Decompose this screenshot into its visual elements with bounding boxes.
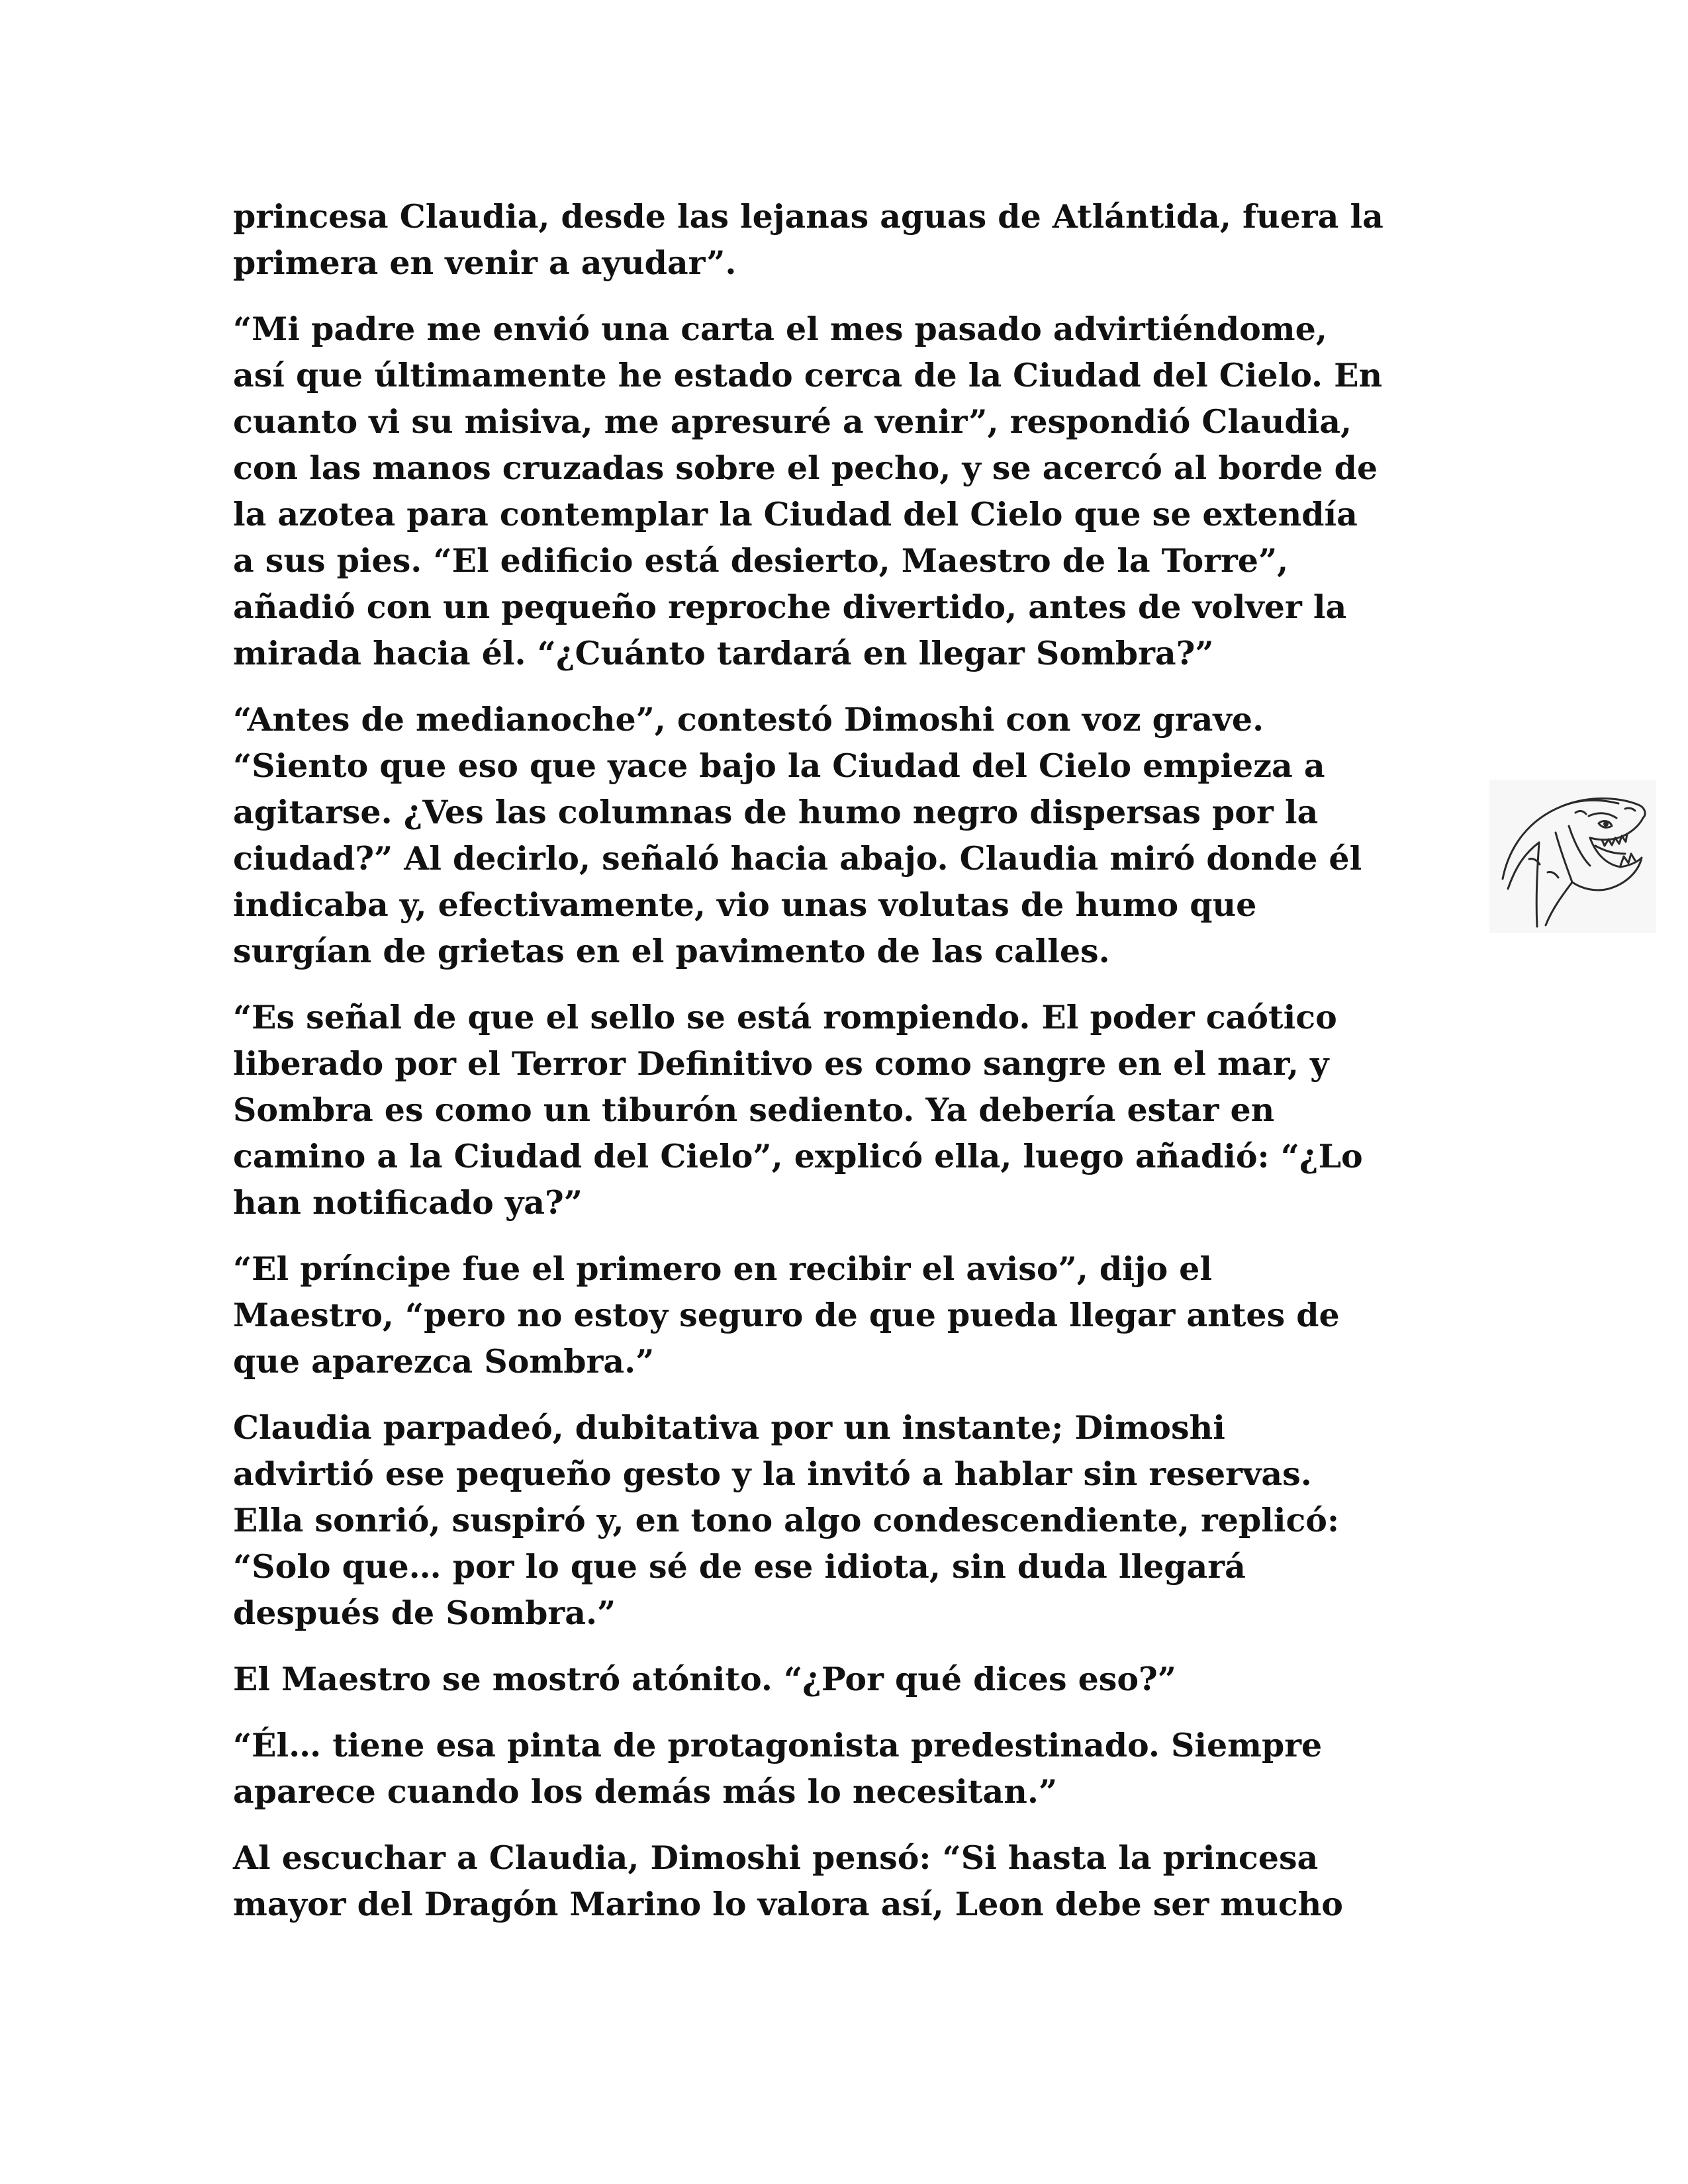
text-line: “Es señal de que el sello se está rompiendo. El poder caótico [233,998,1337,1036]
text-line: “Antes de medianoche”, contestó Dimoshi con voz grave. [233,700,1264,739]
paragraph [233,193,1464,286]
paragraph [233,696,1464,974]
text-line: cuanto vi su misiva, me apresuré a venir”, respondió Claudia, [233,402,1352,441]
text-line: “Siento que eso que yace bajo la Ciudad del Cielo empieza a [233,747,1325,785]
text-line: ciudad?” Al decirlo, señaló hacia abajo. Claudia miró donde él [233,839,1362,878]
text-line: camino a la Ciudad del Cielo”, explicó ella, luego añadió: “¿Lo [233,1137,1363,1175]
text-line: que aparezca Sombra.” [233,1342,655,1381]
text-line: a sus pies. “El edificio está desierto, Maestro de la Torre”, [233,541,1289,580]
text-line: “Mi padre me envió una carta el mes pasado advirtiéndome, [233,310,1327,348]
text-line: mirada hacia él. “¿Cuánto tardará en llegar Sombra?” [233,634,1214,672]
text-line: añadió con un pequeño reproche divertido, antes de volver la [233,588,1347,626]
text-line: Sombra es como un tiburón sediento. Ya debería estar en [233,1091,1275,1129]
text-line: después de Sombra.” [233,1594,616,1632]
paragraph [233,1835,1464,1927]
text-line: “El príncipe fue el primero en recibir el aviso”, dijo el [233,1250,1212,1288]
text-line: así que últimamente he estado cerca de la Ciudad del Cielo. En [233,356,1383,394]
text-line: advirtió ese pequeño gesto y la invitó a hablar sin reservas. [233,1455,1312,1493]
text-line: princesa Claudia, desde las lejanas aguas de Atlántida, fuera la [233,197,1383,236]
body-text [233,193,1464,1947]
paragraph [233,994,1464,1226]
text-line: la azotea para contemplar la Ciudad del Cielo que se extendía [233,495,1358,533]
paragraph [233,306,1464,676]
paragraph [233,1246,1464,1385]
text-line: indicaba y, efectivamente, vio unas volutas de humo que [233,886,1257,924]
text-line: “Solo que… por lo que sé de ese idiota, sin duda llegará [233,1547,1246,1586]
dinosaur-head-sketch-icon [1489,780,1656,933]
text-line: Ella sonrió, suspiró y, en tono algo condescendiente, replicó: [233,1501,1340,1539]
text-line: Maestro, “pero no estoy seguro de que pueda llegar antes de [233,1296,1340,1334]
text-line: liberado por el Terror Definitivo es como sangre en el mar, y [233,1044,1329,1083]
paragraph [233,1404,1464,1636]
paragraph [233,1722,1464,1815]
text-line: agitarse. ¿Ves las columnas de humo negro dispersas por la [233,793,1319,831]
text-line: surgían de grietas en el pavimento de las calles. [233,932,1110,970]
text-line: Claudia parpadeó, dubitativa por un instante; Dimoshi [233,1408,1225,1447]
text-line: con las manos cruzadas sobre el pecho, y se acercó al borde de [233,449,1378,487]
text-line: Al escuchar a Claudia, Dimoshi pensó: “Si hasta la princesa [233,1839,1319,1877]
paragraph [233,1656,1464,1702]
text-line: El Maestro se mostró atónito. “¿Por qué dices eso?” [233,1660,1176,1698]
text-line: primera en venir a ayudar”. [233,244,737,282]
text-line: “Él… tiene esa pinta de protagonista predestinado. Siempre [233,1726,1323,1764]
text-line: aparece cuando los demás más lo necesitan.” [233,1772,1058,1811]
text-line: mayor del Dragón Marino lo valora así, Leon debe ser mucho [233,1885,1343,1923]
text-line: han notificado ya?” [233,1183,583,1222]
